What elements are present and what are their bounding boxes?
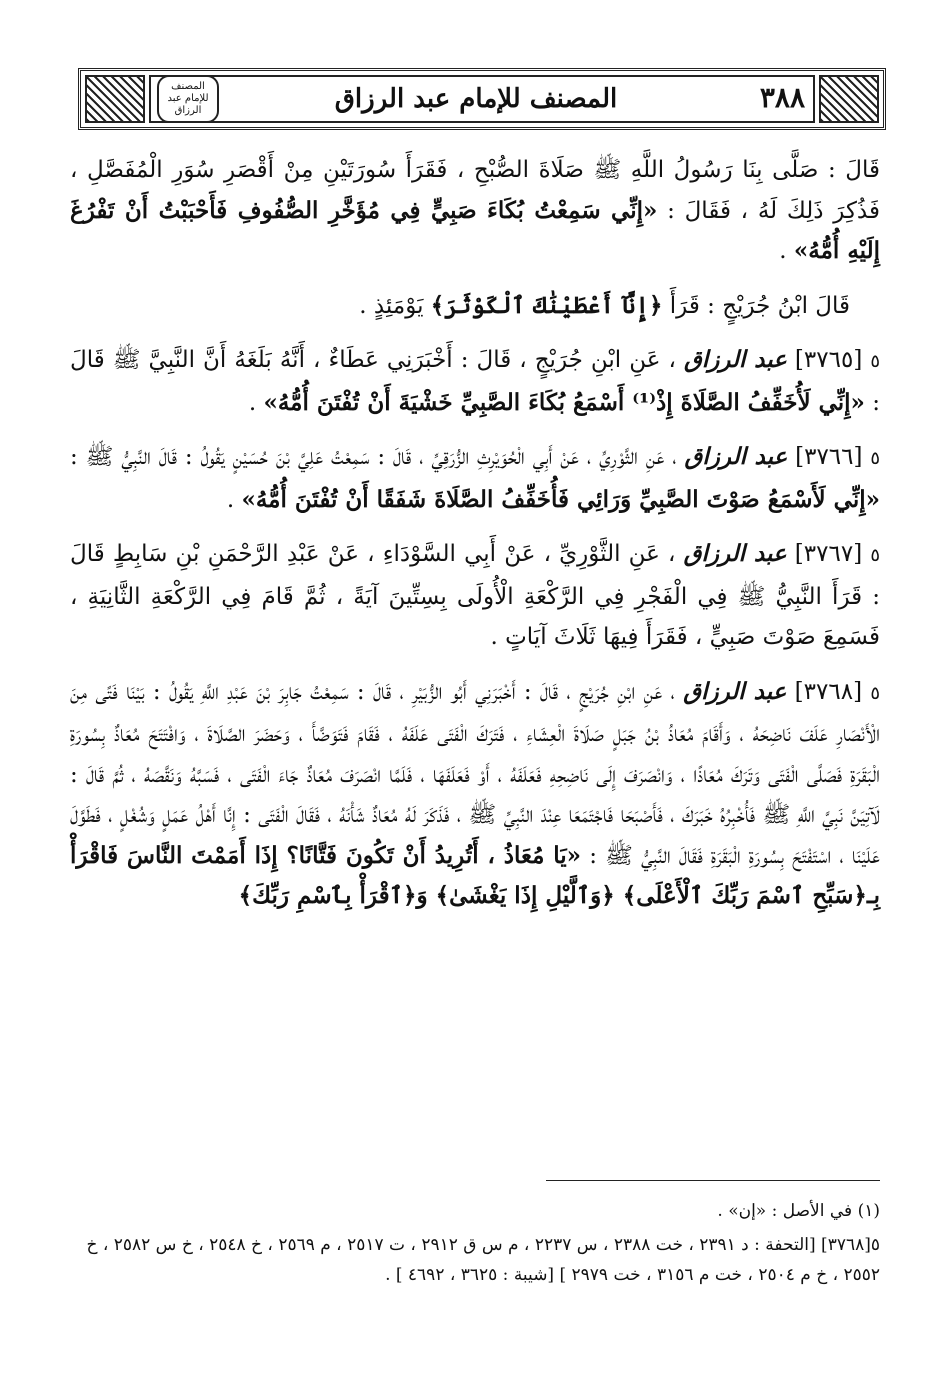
hadith-marker: ٥ [870,448,881,469]
hadith-number: [٣٧٦٨] [794,678,863,705]
hadith-text: ، عَنِ ابْنِ جُرَيْجٍ ، قَالَ : أَخْبَرَنِي أَبُو الزُّبَيْرِ ، قَالَ : سَمِعْتُ جَابِرَ بْنَ عَبْدِ اللَّهِ يَقُولُ : بَيْنَا فَتًى مِنَ الْأَنْصَارِ عَلَفَ نَاضِحَهُ ، وَأَقَامَ مُعَاذُ بْنُ جَبَلٍ صَلَاةَ الْعِشَاءِ ، فَتَرَكَ الْفَتَى عَلَفَهُ ، فَقَامَ فَتَوَضَّأَ ، وَحَضَرَ الصَّلَاةَ ، وَافْتَتَحَ مُعَاذٌ بِسُورَةِ الْبَقَرَةِ فَصَلَّى الْفَتَى وَتَرَكَ مُعَاذًا ، وَانْصَرَفَ إِلَى نَاضِحِهِ فَعَلَفَهُ ، أَوْ فَعَلَفَهَا ، فَلَمَّا انْصَرَفَ مُعَاذٌ جَاءَ الْفَتَى ، فَسَبَّهُ وَنَقَّصَهُ ، ثُمَّ قَالَ : لَآتِيَنَّ نَبِيَّ اللَّهِ ﷺ فَأُخْبِرُهُ خَبَرَكَ ، فَأَصْبَحَا فَاجْتَمَعَا عِنْدَ النَّبِيِّ ﷺ ، فَذَكَرَ لَهُ مُعَاذٌ شَأْنَهُ ، فَقَالَ الْفَتَى : إِنَّا أَهْلُ عَمَلٍ وَشُغْلٍ ، فَطَوَّلَ عَلَيْنَا ، اسْتَفْتَحَ بِسُورَةِ الْبَقَرَةِ فَقَالَ النَّبِيُّ ﷺ : [70,678,880,869]
jurayj-end: يَوْمَئِذٍ . [359,292,431,319]
book-logo: المصنف للإمام عبد الرزاق [157,75,219,123]
jurayj-text: قَالَ ابْنُ جُرَيْجٍ : قَرَأَ [662,292,850,319]
header-ornament-left [85,75,145,123]
hadith-author: عبد الرزاق [684,443,788,470]
jurayj-paragraph [70,286,880,327]
hadith-text: ، عَنِ الثَّوْرِيِّ ، عَنْ أَبِي السَّوْدَاءِ ، عَنْ عَبْدِ الرَّحْمَنِ بْنِ سَابِطٍ قَالَ : قَرَأَ النَّبِيُّ ﷺ فِي الْفَجْرِ فِي الرَّكْعَةِ الْأُولَى بِسِتِّينَ آيَةً ، ثُمَّ قَامَ فِي الرَّكْعَةِ الثَّانِيَةِ ، فَسَمِعَ صَوْتَ صَبِيٍّ ، فَقَرَأَ فِيهَا ثَلَاثَ آيَاتٍ . [70,541,880,650]
hadith-3767 [70,534,880,658]
hadith-number: [٣٧٦٦] [795,444,863,470]
hadith-3765 [70,340,880,423]
header-ornament-right [819,75,879,123]
hadith-text: ، عَنِ ابْنِ جُرَيْجٍ ، قَالَ : أَخْبَرَنِي عَطَاءٌ ، أَنَّهُ بَلَغَهُ أَنَّ النَّبِيَّ ﷺ قَالَ : [70,347,880,416]
hadith-quote: «يَا مُعَاذُ ، أَتُرِيدُ أَنْ تَكُونَ فَتَّانًا؟ إِذَا أَمَمْتَ النَّاسَ فَاقْرَأْ بِـ﴿سَبِّحِ ٱسْمَ رَبِّكَ ٱلْأَعْلَى﴾ ﴿وَٱلَّيْلِ إِذَا يَغْشَىٰ﴾ وَ﴿ٱقْرَأْ بِٱسْمِ رَبِّكَ﴾ [70,841,880,909]
hadith-number: [٣٧٦٧] [794,541,863,567]
footnote-1: (١) في الأصل : «إن» . [717,1201,880,1221]
intro-end: . [779,238,794,264]
hadith-end: . [248,389,264,416]
running-header [78,68,886,130]
hadith-marker: ٥ [870,351,881,372]
book-title: المصنف للإمام عبد الرزاق [334,84,618,114]
hadith-quote: «إِنِّي لَأُخَفِّفُ الصَّلَاةَ إِذْ⁽¹⁾ أَسْمَعُ بُكَاءَ الصَّبِيِّ خَشْيَةَ أَنْ تُفْتَنَ أُمُّهُ» [263,388,865,416]
footnotes [70,1196,880,1294]
hadith-marker: ٥ [870,682,881,704]
intro-paragraph [70,150,880,272]
hadith-author: عبد الرزاق [683,346,787,373]
hadith-3766 [70,437,880,520]
hadith-author: عبد الرزاق [683,677,787,705]
hadith-3768 [70,672,880,917]
hadith-number: [٣٧٦٥] [794,347,863,373]
header-title-band [149,75,815,123]
header-title-wrap [219,84,733,114]
hadith-marker: ٥ [870,545,880,566]
hadith-author: عبد الرزاق [683,540,787,567]
jurayj-quran: ﴿إِنَّآ أَعْطَيْنَٰكَ ٱلْكَوْثَرَ﴾ [430,291,663,319]
hadith-text: ، عَنِ الثَّوْرِيِّ ، عَنْ أَبِي الْحُوَيْرِثِ الزُّرَقِيِّ ، قَالَ : سَمِعْتُ عَلِيَّ بْنَ حُسَيْنٍ يَقُولُ : قَالَ النَّبِيُّ ﷺ : [70,444,677,470]
main-text [70,150,880,931]
page-number: ٣٨٨ [759,81,805,114]
hadith-end: . [226,486,242,513]
intro-quote: «إِنِّي سَمِعْتُ بُكَاءَ صَبِيٍّ فِي مُؤَخَّرِ الصُّفُوفِ فَأَحْبَبْتُ أَنْ تَفْرُغَ إِلَيْهِ أُمُّهُ» [70,196,880,264]
footnote-divider [546,1180,880,1181]
intro-text: قَالَ : صَلَّى بِنَا رَسُولُ اللَّهِ ﷺ صَلَاةَ الصُّبْحِ ، فَقَرَأَ سُورَتَيْنِ مِنْ أَقْصَرِ سُوَرِ الْمُفَصَّلِ ، فَذُكِرَ ذَلِكَ لَهُ ، فَقَالَ : [70,157,880,224]
footnote-3768: ٥[٣٧٦٨] [التحفة : د ٢٣٩١ ، خت ٢٣٨٨ ، س ٢٢٣٧ ، م س ق ٢٩١٢ ، ت ٢٥١٧ ، م ٢٥٦٩ ، خ ٢٥٤٨ ، خ س ٢٥٨٢ ، خ ٢٥٥٢ ، خ م ٢٥٠٤ ، خت م ٣١٥٦ ، خت ٢٩٧٩ ] [شيبة : ٣٦٢٥ ، ٤٦٩٢ ] . [86,1235,880,1285]
hadith-quote: «إِنِّي لَأَسْمَعُ صَوْتَ الصَّبِيِّ وَرَائِي فَأُخَفِّفُ الصَّلَاةَ شَفَقًا أَنْ تُفْتَنَ أُمُّهُ» [241,485,880,513]
